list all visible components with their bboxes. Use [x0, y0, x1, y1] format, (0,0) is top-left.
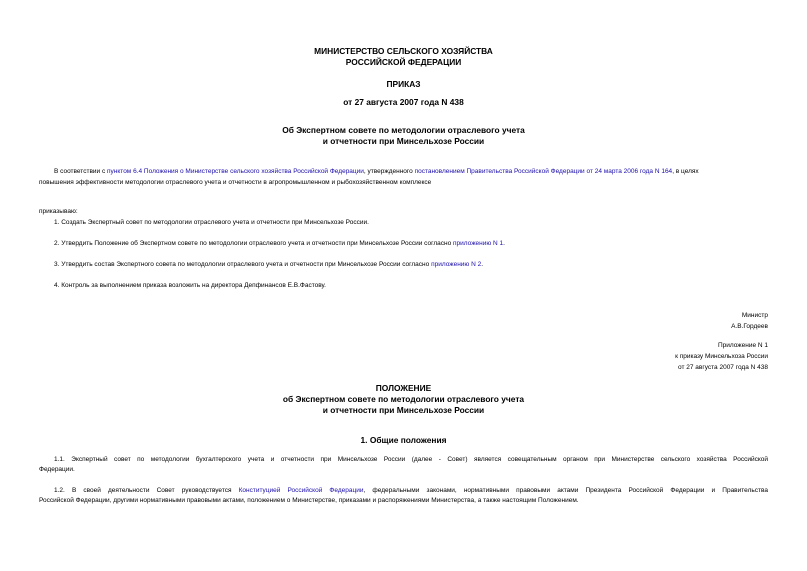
ministry-name-line1: МИНИСТЕРСТВО СЕЛЬСКОГО ХОЗЯЙСТВА: [314, 46, 493, 56]
government-decree-link[interactable]: постановлением Правительства Российской Федерации от 24 марта 2006 года N 164: [414, 168, 673, 175]
appendix-1-link[interactable]: приложению N 1: [453, 240, 504, 247]
document-date: от 27 августа 2007 года N 438: [343, 97, 464, 107]
paragraph-1-2-line1: [39, 486, 768, 496]
preamble-line2: повышения эффективности методологии отраслевого учета и отчетности в агропромышленном и рыбохозяйственном комплексе: [39, 179, 432, 186]
paragraph-1-2-line2: Российской Федерации, другими нормативными правовыми актами, положением о Министерстве, приказами и распоряжениями Министерства, а также настоящим Положением.: [39, 497, 579, 504]
regulation-title: ПОЛОЖЕНИЕ: [375, 383, 432, 393]
regulation-subtitle-line1: об Экспертном совете по методологии отраслевого учета: [282, 394, 525, 404]
regulation-clause-link[interactable]: пунктом 6.4 Положения о Министерстве сельского хозяйства Российской Федерации: [107, 168, 364, 175]
paragraph-1-2-text-start: 1.2. В своей деятельности Совет руководствуется: [54, 487, 239, 494]
appendix-label: Приложение N 1: [717, 342, 768, 349]
order-item-2-text: 2. Утвердить Положение об Экспертном совете по методологии отраслевого учета и отчетности при Минсельхозе России согласно: [54, 240, 454, 247]
order-word: приказываю:: [39, 208, 78, 215]
preamble-text-start: В соответствии с: [54, 168, 108, 175]
order-item-1: 1. Создать Экспертный совет по методологии отраслевого учета и отчетности при Минсельхозе России.: [54, 219, 369, 226]
document-type: ПРИКАЗ: [386, 79, 421, 89]
preamble-line1: [54, 167, 699, 177]
appendix-reference: к приказу Минсельхоза России: [675, 353, 768, 360]
section-heading: 1. Общие положения: [360, 435, 447, 445]
appendix-2-link[interactable]: приложению N 2: [431, 261, 482, 268]
order-item-2: [54, 239, 505, 249]
paragraph-1-2-text-end: , федеральными законами, нормативными правовыми актами Президента Российской Федерации и Правительства: [363, 487, 768, 494]
order-item-3-end: .: [481, 261, 484, 268]
order-item-3-text: 3. Утвердить состав Экспертного совета по методологии отраслевого учета и отчетности при Минсельхозе России согласно: [54, 261, 432, 268]
preamble-text-mid: , утвержденного: [363, 168, 415, 175]
signature-position: Министр: [741, 312, 768, 319]
constitution-link[interactable]: Конституцией Российской Федерации: [238, 487, 364, 494]
order-item-3: [54, 260, 483, 270]
ministry-name-line2: РОССИЙСКОЙ ФЕДЕРАЦИИ: [345, 57, 462, 67]
paragraph-1-1-line2: Федерации.: [39, 466, 75, 473]
preamble-text-end: , в целях: [672, 168, 699, 175]
order-item-4: 4. Контроль за выполнением приказа возложить на директора Депфинансов Е.В.Фастову.: [54, 282, 326, 289]
paragraph-1-1-line1: 1.1. Экспертный совет по методологии бухгалтерского учета и отчетности при Минсельхозе России (далее - Совет) является совещательным органом при Министерстве сельского хозяйства Российской: [54, 456, 768, 463]
document-title-line1: Об Экспертном совете по методологии отраслевого учета: [282, 125, 525, 135]
document-title-line2: и отчетности при Минсельхозе России: [322, 136, 485, 146]
appendix-date: от 27 августа 2007 года N 438: [677, 364, 768, 371]
signature-name: А.В.Гордеев: [731, 323, 768, 330]
regulation-subtitle-line2: и отчетности при Минсельхозе России: [322, 405, 485, 415]
order-item-2-end: .: [503, 240, 505, 247]
